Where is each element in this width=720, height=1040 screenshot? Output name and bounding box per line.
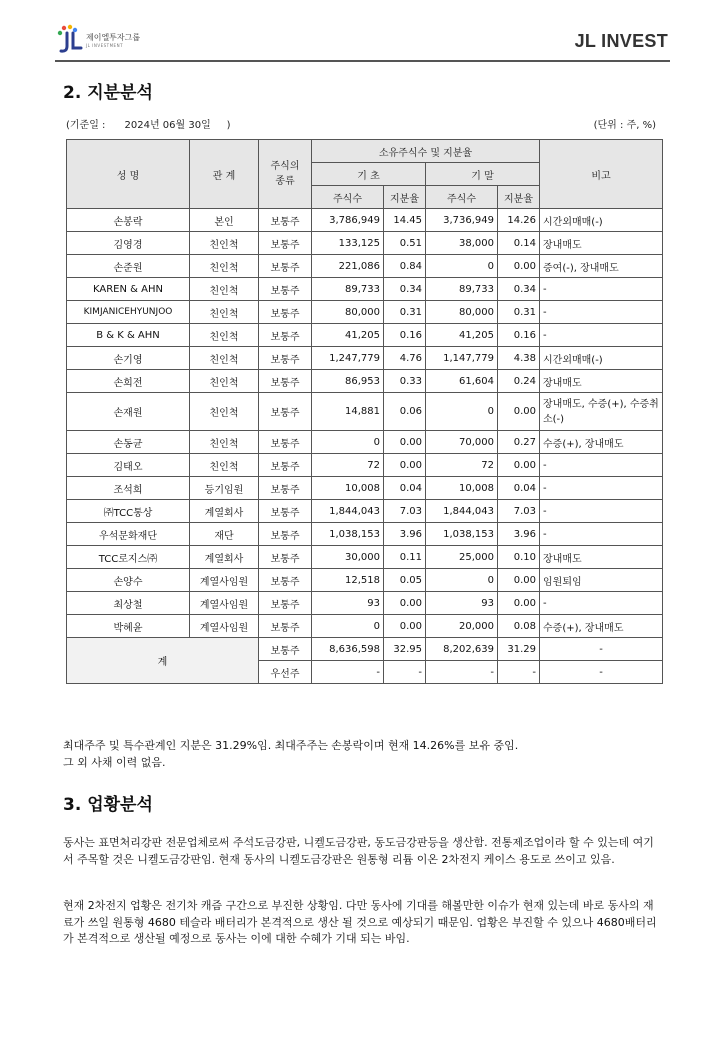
cell-relation: 계열사임원 — [190, 569, 259, 592]
header-begin-shares: 주식수 — [312, 186, 384, 209]
cell-type: 보통주 — [259, 592, 312, 615]
header-begin-ratio: 지분율 — [384, 186, 426, 209]
cell-note: - — [540, 592, 663, 615]
cell-end-ratio: 0.24 — [498, 370, 540, 393]
cell-begin-shares: 1,038,153 — [312, 523, 384, 546]
cell-type: 보통주 — [259, 232, 312, 255]
cell-begin-ratio: 0.84 — [384, 255, 426, 278]
cell-name: KIMJANICEHYUNJOO — [67, 301, 190, 324]
cell-begin-ratio: 0.51 — [384, 232, 426, 255]
header-relation: 관 계 — [190, 140, 259, 209]
cell-type: 보통주 — [259, 255, 312, 278]
equity-summary — [63, 738, 663, 771]
cell-type: 보통주 — [259, 431, 312, 454]
table-row — [67, 324, 663, 347]
cell-relation: 계열회사 — [190, 546, 259, 569]
cell-relation: 계열사임원 — [190, 615, 259, 638]
cell-relation: 친인척 — [190, 393, 259, 431]
cell-begin-shares: 30,000 — [312, 546, 384, 569]
table-row — [67, 278, 663, 301]
header-end: 기 말 — [426, 163, 540, 186]
table-row — [67, 615, 663, 638]
cell-begin-ratio: 0.06 — [384, 393, 426, 431]
cell-name: ㈜TCC통상 — [67, 500, 190, 523]
holdings-total — [67, 638, 663, 684]
header-end-shares: 주식수 — [426, 186, 498, 209]
cell-end-shares: 3,736,949 — [426, 209, 498, 232]
cell-relation: 계열회사 — [190, 500, 259, 523]
holdings-body — [67, 209, 663, 638]
cell-relation: 등기임원 — [190, 477, 259, 500]
cell-note: 장내매도 — [540, 370, 663, 393]
cell-end-ratio: 3.96 — [498, 523, 540, 546]
total-label: 계 — [67, 638, 259, 684]
cell-begin-shares: 12,518 — [312, 569, 384, 592]
cell-begin-shares: 72 — [312, 454, 384, 477]
cell-begin-shares: 1,844,043 — [312, 500, 384, 523]
cell-end-shares: 1,844,043 — [426, 500, 498, 523]
table-row — [67, 301, 663, 324]
cell-begin-shares: 86,953 — [312, 370, 384, 393]
cell-end-shares: 25,000 — [426, 546, 498, 569]
cell-note: - — [540, 454, 663, 477]
cell-name: 손동균 — [67, 431, 190, 454]
unit-label: (단위 : 주, %) — [593, 120, 656, 131]
cell-note: 수증(+), 장내매도 — [540, 431, 663, 454]
cell-begin-ratio: 0.11 — [384, 546, 426, 569]
page-header — [0, 0, 720, 62]
cell-relation: 친인척 — [190, 347, 259, 370]
cell-relation: 친인척 — [190, 301, 259, 324]
cell-end-shares: 89,733 — [426, 278, 498, 301]
cell-begin-shares: 10,008 — [312, 477, 384, 500]
cell-end-ratio: 0.34 — [498, 278, 540, 301]
cell-name: 손양수 — [67, 569, 190, 592]
cell-begin-shares: 0 — [312, 431, 384, 454]
cell-name: 김영경 — [67, 232, 190, 255]
cell-end-ratio: 0.00 — [498, 592, 540, 615]
cell-note: 임원퇴임 — [540, 569, 663, 592]
cell-begin-ratio: 0.00 — [384, 592, 426, 615]
cell-begin-shares: - — [312, 661, 384, 684]
cell-end-shares: 80,000 — [426, 301, 498, 324]
cell-name: 우석문화재단 — [67, 523, 190, 546]
cell-type: 보통주 — [259, 324, 312, 347]
cell-type: 보통주 — [259, 477, 312, 500]
cell-begin-ratio: 0.31 — [384, 301, 426, 324]
cell-begin-ratio: 7.03 — [384, 500, 426, 523]
cell-end-ratio: 0.31 — [498, 301, 540, 324]
total-row-common — [67, 638, 663, 661]
cell-end-ratio: 0.10 — [498, 546, 540, 569]
cell-begin-ratio: 0.33 — [384, 370, 426, 393]
cell-name: 조석희 — [67, 477, 190, 500]
base-date: (기준일 : 2024년 06월 30일 ) — [66, 120, 231, 131]
cell-end-ratio: 7.03 — [498, 500, 540, 523]
cell-name: 손기영 — [67, 347, 190, 370]
industry-paragraph-1: 동사는 표면처리강판 전문업체로써 주석도금강판, 니켈도금강판, 동도금강판등을 생산함. 전통제조업이라 할 수 있는데 여기서 주목할 것은 니켈도금강판임. 현재 동사의 니켈도금강판은 원통형 리튬 이온 2차전지 케이스 용도로 쓰이고 있음. — [63, 836, 654, 866]
cell-note: - — [540, 301, 663, 324]
holdings-table — [66, 139, 663, 684]
cell-type: 보통주 — [259, 546, 312, 569]
cell-end-shares: 72 — [426, 454, 498, 477]
cell-begin-shares: 0 — [312, 615, 384, 638]
cell-name: 손희전 — [67, 370, 190, 393]
logo-text: 제이엘투자그룹 — [86, 33, 141, 42]
table-row — [67, 454, 663, 477]
cell-name: KAREN & AHN — [67, 278, 190, 301]
cell-end-ratio: 0.14 — [498, 232, 540, 255]
header-holdings: 소유주식수 및 지분율 — [312, 140, 540, 163]
table-row — [67, 232, 663, 255]
table-row — [67, 255, 663, 278]
cell-begin-ratio: - — [384, 661, 426, 684]
cell-note: 장내매도 — [540, 232, 663, 255]
header-stock-type: 주식의 종류 — [259, 140, 312, 209]
table-row — [67, 523, 663, 546]
cell-begin-ratio: 0.00 — [384, 431, 426, 454]
cell-note: 수증(+), 장내매도 — [540, 615, 663, 638]
cell-begin-ratio: 0.00 — [384, 615, 426, 638]
cell-begin-shares: 14,881 — [312, 393, 384, 431]
cell-type: 보통주 — [259, 454, 312, 477]
header-name: 성 명 — [67, 140, 190, 209]
summary-line-1: 최대주주 및 특수관계인 지분은 31.29%임. 최대주주는 손봉락이며 현재 14.26%를 보유 중임. — [63, 739, 519, 752]
table-row — [67, 477, 663, 500]
cell-begin-shares: 1,247,779 — [312, 347, 384, 370]
logo-subtext: JL INVESTMENT — [86, 43, 124, 48]
header-note: 비고 — [540, 140, 663, 209]
cell-name: 최상철 — [67, 592, 190, 615]
cell-relation: 친인척 — [190, 232, 259, 255]
cell-end-shares: 93 — [426, 592, 498, 615]
cell-end-shares: 61,604 — [426, 370, 498, 393]
table-row — [67, 500, 663, 523]
cell-end-ratio: 0.00 — [498, 255, 540, 278]
cell-end-ratio: 0.16 — [498, 324, 540, 347]
cell-relation: 친인척 — [190, 431, 259, 454]
table-meta — [66, 116, 660, 132]
table-row — [67, 209, 663, 232]
cell-end-ratio: 0.00 — [498, 569, 540, 592]
industry-paragraph-2: 현재 2차전지 업황은 전기차 캐즘 구간으로 부진한 상황임. 다만 동사에 기대를 해볼만한 이슈가 현재 있는데 바로 동사의 재료가 쓰일 원통형 4680 테슬라 배터리가 본격적으로 생산 될 것으로 예상되기 때문임. 업황은 부진할 수 있으나 4680배터리가 본격적으로 생산될 예정으로 동사는 이에 대한 수혜가 기대 되는 바임. — [63, 899, 657, 945]
cell-type: 보통주 — [259, 347, 312, 370]
header-begin: 기 초 — [312, 163, 426, 186]
cell-end-shares: 0 — [426, 393, 498, 431]
cell-begin-shares: 3,786,949 — [312, 209, 384, 232]
cell-end-shares: 1,147,779 — [426, 347, 498, 370]
cell-relation: 친인척 — [190, 370, 259, 393]
table-row — [67, 370, 663, 393]
cell-name: 손봉락 — [67, 209, 190, 232]
cell-begin-shares: 8,636,598 — [312, 638, 384, 661]
cell-begin-ratio: 3.96 — [384, 523, 426, 546]
cell-relation: 친인척 — [190, 278, 259, 301]
cell-type: 보통주 — [259, 278, 312, 301]
cell-end-shares: 10,008 — [426, 477, 498, 500]
cell-end-shares: 1,038,153 — [426, 523, 498, 546]
cell-end-shares: 0 — [426, 255, 498, 278]
cell-note: - — [540, 324, 663, 347]
cell-begin-ratio: 4.76 — [384, 347, 426, 370]
cell-name: 김태오 — [67, 454, 190, 477]
cell-note: 시간외매매(-) — [540, 347, 663, 370]
cell-name: 손준원 — [67, 255, 190, 278]
cell-relation: 재단 — [190, 523, 259, 546]
cell-note: 장내매도 — [540, 546, 663, 569]
cell-note: 증여(-), 장내매도 — [540, 255, 663, 278]
cell-type: 보통주 — [259, 370, 312, 393]
cell-type: 보통주 — [259, 393, 312, 431]
cell-type: 보통주 — [259, 569, 312, 592]
cell-end-shares: - — [426, 661, 498, 684]
cell-name: 박혜윤 — [67, 615, 190, 638]
cell-end-ratio: 4.38 — [498, 347, 540, 370]
cell-end-ratio: - — [498, 661, 540, 684]
cell-relation: 친인척 — [190, 454, 259, 477]
cell-end-shares: 38,000 — [426, 232, 498, 255]
section-title-industry: 3. 업황분석 — [63, 795, 153, 815]
cell-begin-shares: 89,733 — [312, 278, 384, 301]
table-row — [67, 546, 663, 569]
cell-begin-shares: 93 — [312, 592, 384, 615]
cell-begin-ratio: 0.00 — [384, 454, 426, 477]
cell-end-shares: 70,000 — [426, 431, 498, 454]
cell-type: 보통주 — [259, 500, 312, 523]
cell-name: B & K & AHN — [67, 324, 190, 347]
cell-begin-shares: 41,205 — [312, 324, 384, 347]
table-row — [67, 592, 663, 615]
cell-end-shares: 20,000 — [426, 615, 498, 638]
cell-end-ratio: 0.27 — [498, 431, 540, 454]
cell-note: - — [540, 638, 663, 661]
cell-type: 보통주 — [259, 301, 312, 324]
cell-note: 장내매도, 수증(+), 수증취소(-) — [540, 393, 663, 431]
summary-line-2: 그 외 사채 이력 없음. — [63, 755, 166, 769]
table-row — [67, 431, 663, 454]
cell-begin-ratio: 0.16 — [384, 324, 426, 347]
cell-note: - — [540, 523, 663, 546]
cell-begin-ratio: 0.05 — [384, 569, 426, 592]
cell-relation: 친인척 — [190, 324, 259, 347]
cell-begin-ratio: 14.45 — [384, 209, 426, 232]
cell-name: TCC로지스㈜ — [67, 546, 190, 569]
table-row — [67, 347, 663, 370]
cell-relation: 본인 — [190, 209, 259, 232]
cell-begin-shares: 133,125 — [312, 232, 384, 255]
cell-end-ratio: 0.00 — [498, 393, 540, 431]
header-divider — [55, 60, 670, 62]
cell-type: 보통주 — [259, 615, 312, 638]
cell-begin-ratio: 0.34 — [384, 278, 426, 301]
cell-type: 보통주 — [259, 638, 312, 661]
table-row — [67, 569, 663, 592]
cell-end-ratio: 31.29 — [498, 638, 540, 661]
section-title-equity: 2. 지분분석 — [63, 83, 153, 103]
cell-note: 시간외매매(-) — [540, 209, 663, 232]
header-end-ratio: 지분율 — [498, 186, 540, 209]
cell-relation: 계열사임원 — [190, 592, 259, 615]
cell-name: 손재원 — [67, 393, 190, 431]
brand-name: JL INVEST — [574, 31, 668, 51]
cell-end-ratio: 0.00 — [498, 454, 540, 477]
cell-begin-shares: 221,086 — [312, 255, 384, 278]
cell-end-shares: 8,202,639 — [426, 638, 498, 661]
cell-relation: 친인척 — [190, 255, 259, 278]
cell-end-ratio: 14.26 — [498, 209, 540, 232]
table-row — [67, 393, 663, 431]
cell-note: - — [540, 477, 663, 500]
cell-type: 보통주 — [259, 209, 312, 232]
cell-note: - — [540, 500, 663, 523]
cell-begin-shares: 80,000 — [312, 301, 384, 324]
cell-end-shares: 0 — [426, 569, 498, 592]
cell-end-shares: 41,205 — [426, 324, 498, 347]
cell-end-ratio: 0.08 — [498, 615, 540, 638]
cell-note: - — [540, 278, 663, 301]
cell-end-ratio: 0.04 — [498, 477, 540, 500]
cell-type: 우선주 — [259, 661, 312, 684]
cell-begin-ratio: 32.95 — [384, 638, 426, 661]
cell-begin-ratio: 0.04 — [384, 477, 426, 500]
cell-note: - — [540, 661, 663, 684]
cell-type: 보통주 — [259, 523, 312, 546]
